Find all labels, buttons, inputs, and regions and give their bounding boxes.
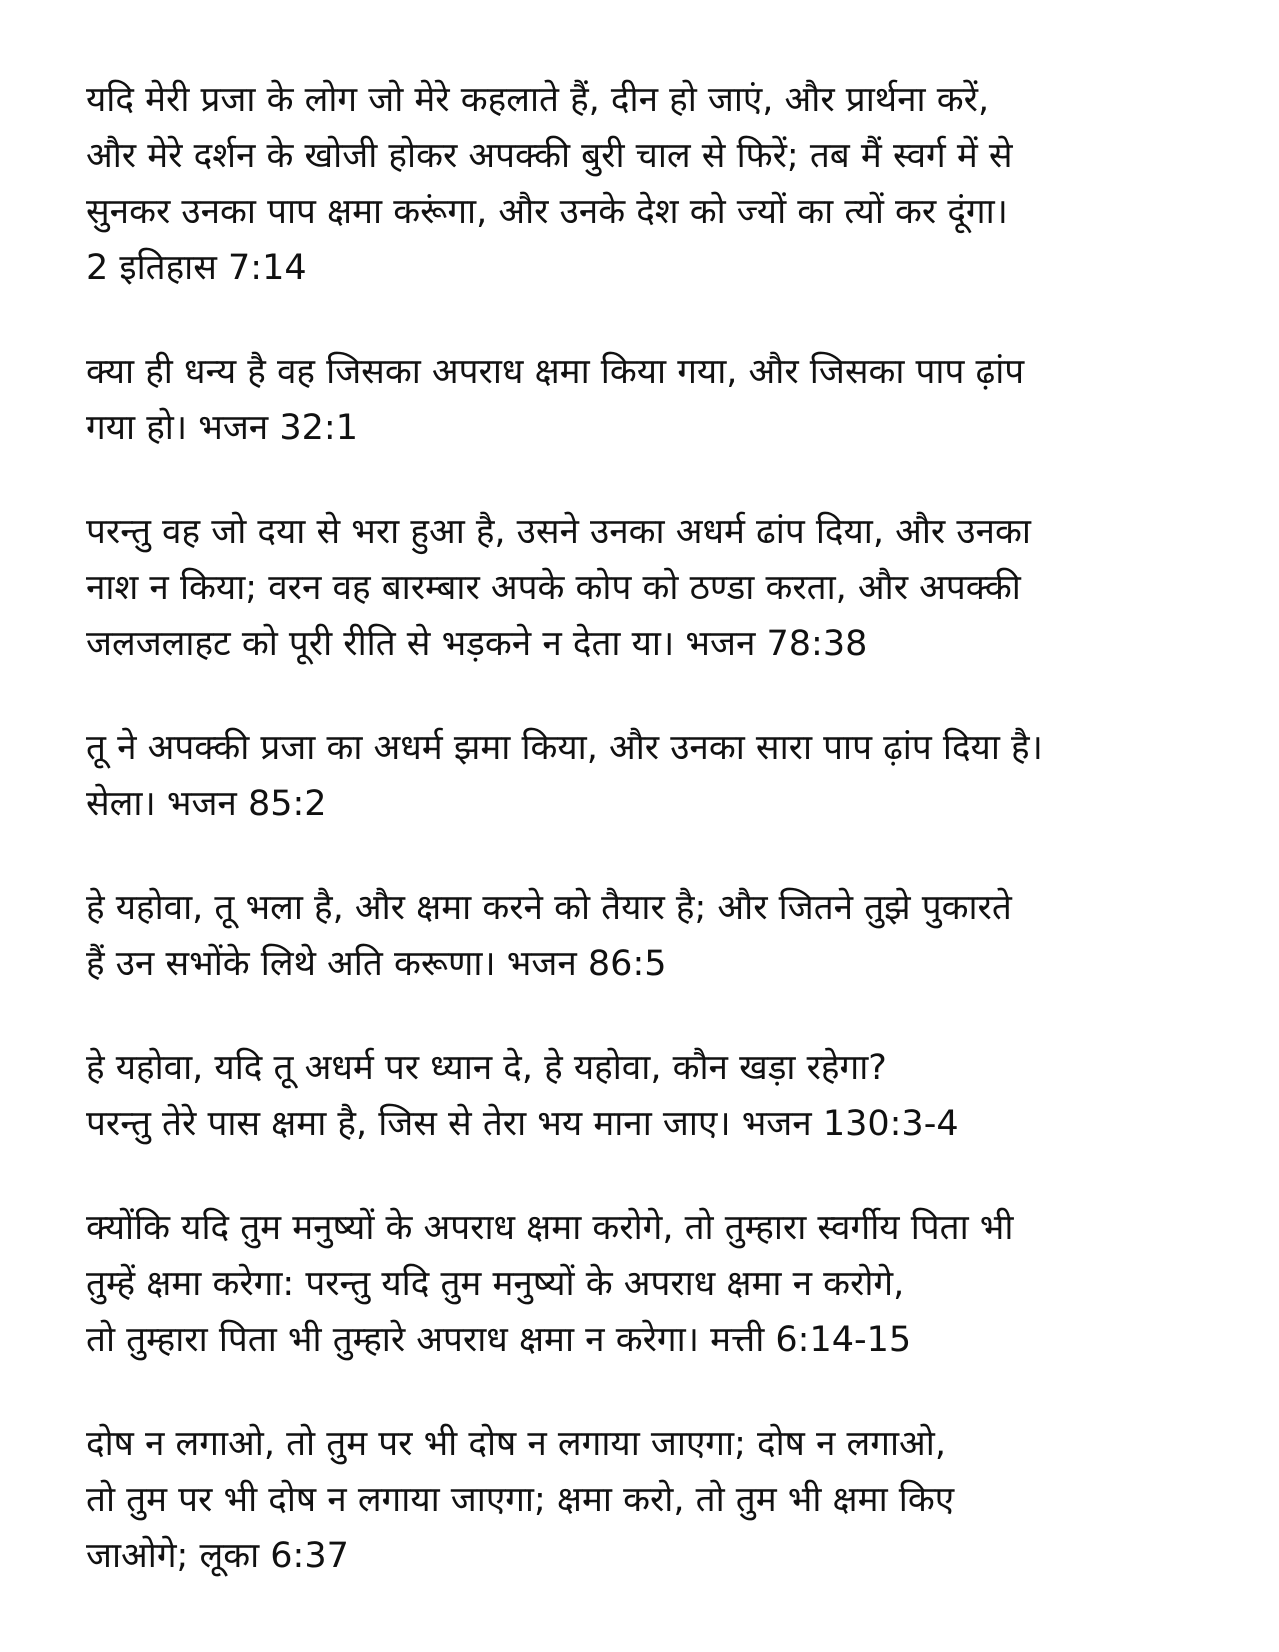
verse-line: सेला। भजन 85:2 [86,784,327,824]
verse-line: हे यहोवा, तू भला है, और क्षमा करने को तैयार है; और जितने तुझे पुकारते [86,888,1012,928]
verse-line: परन्तु तेरे पास क्षमा है, जिस से तेरा भय माना जाए। भजन 130:3-4 [86,1104,959,1144]
verse-block-psalm-78-38 [86,504,1216,672]
verse-line: क्या ही धन्य है वह जिसका अपराध क्षमा किया गया, और जिसका पाप ढ़ांप [86,352,1025,392]
verse-line: तुम्हें क्षमा करेगा: परन्तु यदि तुम मनुष्यों के अपराध क्षमा न करोगे, [86,1264,905,1304]
verse-block-psalm-86-5 [86,880,1216,992]
verse-reference: 2 इतिहास 7:14 [86,248,307,288]
verse-block-2-chronicles-7-14 [86,72,1216,296]
verse-block-luke-6-37 [86,1416,1216,1584]
verse-line: हैं उन सभोंके लिथे अति करूणा। भजन 86:5 [86,944,667,984]
verse-block-psalm-32-1 [86,344,1216,456]
verse-line: यदि मेरी प्रजा के लोग जो मेरे कहलाते हैं, दीन हो जाएं, और प्रार्थना करें, [86,80,990,120]
verse-line: जलजलाहट को पूरी रीति से भड़कने न देता या। भजन 78:38 [86,624,868,664]
verse-line: गया हो। भजन 32:1 [86,408,358,448]
verse-block-matthew-6-14-15 [86,1200,1216,1368]
verse-line: सुनकर उनका पाप क्षमा करूंगा, और उनके देश को ज्यों का त्यों कर दूंगा। [86,192,1008,232]
verse-line: तो तुम पर भी दोष न लगाया जाएगा; क्षमा करो, तो तुम भी क्षमा किए [86,1480,955,1520]
verse-block-psalm-130-3-4 [86,1040,1216,1152]
verse-line: परन्तु वह जो दया से भरा हुआ है, उसने उनका अधर्म ढांप दिया, और उनका [86,512,1031,552]
verse-line: क्योंकि यदि तुम मनुष्यों के अपराध क्षमा करोगे, तो तुम्हारा स्वर्गीय पिता भी [86,1208,1014,1248]
verse-line: तू ने अपक्की प्रजा का अधर्म झमा किया, और उनका सारा पाप ढ़ांप दिया है। [86,728,1043,768]
verse-line: जाओगे; लूका 6:37 [86,1536,349,1576]
verse-line: नाश न किया; वरन वह बारम्बार अपके कोप को ठण्डा करता, और अपक्की [86,568,1021,608]
verse-line: हे यहोवा, यदि तू अधर्म पर ध्यान दे, हे यहोवा, कौन खड़ा रहेगा? [86,1048,887,1088]
verse-line: दोष न लगाओ, तो तुम पर भी दोष न लगाया जाएगा; दोष न लगाओ, [86,1424,946,1464]
verse-document [86,72,1216,1632]
verse-block-psalm-85-2 [86,720,1216,832]
verse-line: तो तुम्हारा पिता भी तुम्हारे अपराध क्षमा न करेगा। मत्ती 6:14-15 [86,1320,912,1360]
verse-line: और मेरे दर्शन के खोजी होकर अपक्की बुरी चाल से फिरें; तब मैं स्वर्ग में से [86,136,1013,176]
